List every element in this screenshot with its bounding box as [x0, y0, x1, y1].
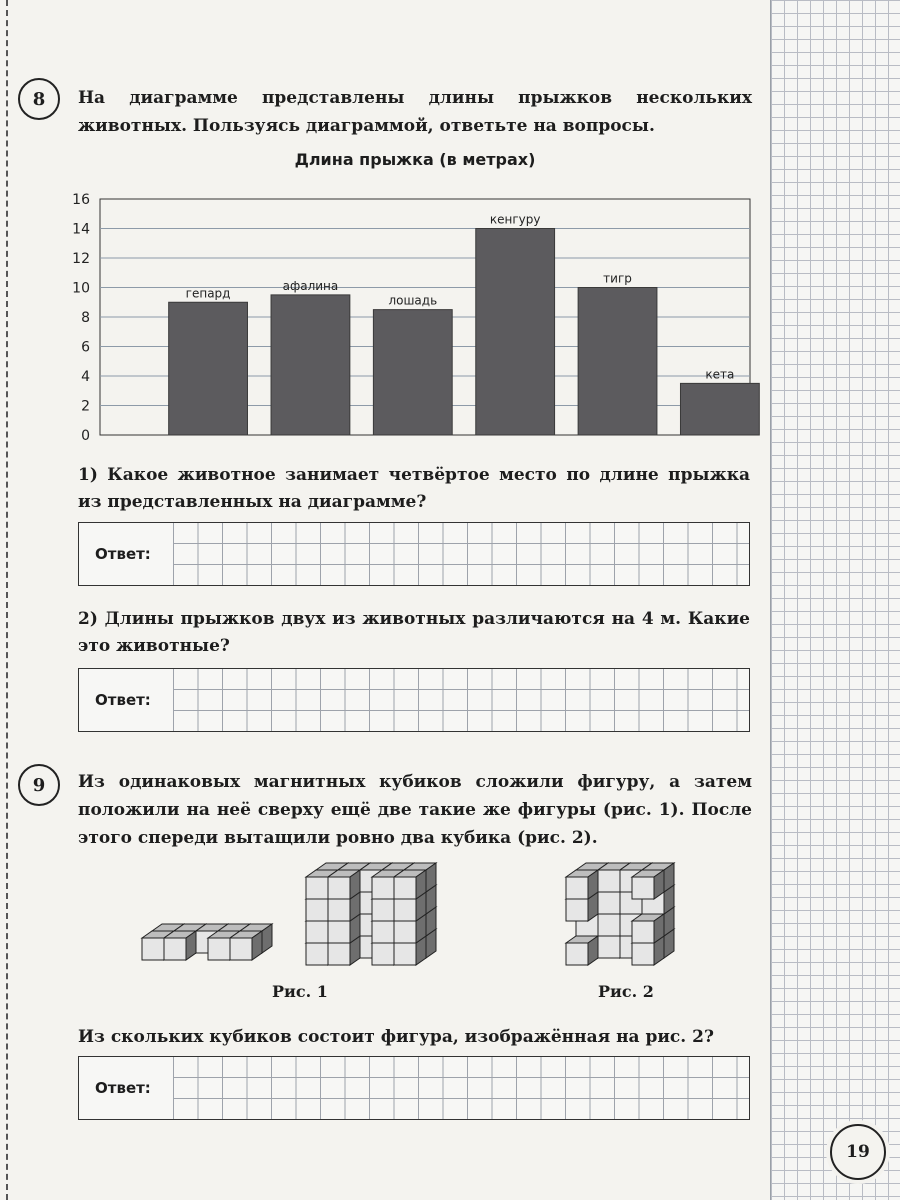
chart-title: Длина прыжка (в метрах) [294, 150, 536, 169]
cube [164, 931, 196, 960]
jump-length-bar-chart [60, 185, 760, 445]
figure-1-caption: Рис. 1 [272, 982, 328, 1001]
task-9-number: 9 [18, 764, 60, 806]
bar [680, 383, 759, 435]
y-tick-label: 6 [81, 339, 90, 356]
answer-field-2[interactable] [173, 669, 749, 731]
bar-label: афалина [282, 278, 339, 293]
task-8-question-1: 1) Какое животное занимает четвёртое место по длине прыжка из представленных на диаграмме? [78, 465, 750, 512]
answer-label: Ответ: [95, 1079, 151, 1097]
cube [566, 870, 598, 899]
answer-label: Ответ: [95, 691, 151, 709]
y-tick-label: 4 [81, 369, 90, 385]
y-tick-label: 14 [72, 221, 90, 238]
y-tick-label: 2 [81, 398, 90, 415]
task-8-question-2: 2) Длины прыжков двух из животных различаются на 4 м. Какие это животные? [78, 609, 750, 656]
base-figure-image [138, 898, 278, 968]
bar [578, 288, 657, 436]
task-8-number: 8 [18, 78, 60, 120]
bar [169, 302, 248, 435]
bar [476, 229, 555, 436]
bar-label: гепард [185, 286, 231, 301]
cube [632, 870, 664, 899]
cube [230, 931, 262, 960]
task-8-text: На диаграмме представлены длины прыжков нескольких животных. Пользуясь диаграммой, ответьте на вопросы. [78, 88, 752, 136]
cut-line [6, 0, 8, 1200]
cube [394, 870, 426, 899]
cube [566, 936, 598, 965]
task-9-text: Из одинаковых магнитных кубиков сложили фигуру, а затем положили на неё сверху ещё две такие же фигуры (рис. 1). После этого спереди вытащили ровно два кубика (рис. 2). [78, 772, 752, 848]
cube [328, 870, 360, 899]
figure-2-image [562, 850, 697, 970]
answer-field-1[interactable] [173, 523, 749, 585]
bar-label: кенгуру [489, 212, 541, 227]
answer-box-2 [78, 668, 750, 732]
y-tick-label: 8 [81, 310, 90, 326]
bar [373, 310, 452, 435]
bar [271, 295, 350, 435]
cube [632, 914, 664, 943]
figure-1-image [302, 850, 447, 970]
answer-field-3[interactable] [173, 1057, 749, 1119]
y-tick-label: 0 [81, 428, 90, 444]
y-tick-label: 16 [72, 192, 90, 208]
page-number: 19 [830, 1124, 886, 1180]
bar-label: кета [705, 367, 735, 382]
y-tick-label: 10 [72, 280, 90, 297]
task-9-question: Из скольких кубиков состоит фигура, изображённая на рис. 2? [78, 1027, 714, 1047]
graph-paper-margin [770, 0, 900, 1200]
y-tick-label: 12 [72, 251, 90, 267]
figure-2-caption: Рис. 2 [598, 982, 654, 1001]
answer-box-1 [78, 522, 750, 586]
answer-label: Ответ: [95, 545, 151, 563]
bar-label: лошадь [388, 293, 438, 308]
answer-box-3 [78, 1056, 750, 1120]
bar-label: тигр [603, 271, 632, 286]
